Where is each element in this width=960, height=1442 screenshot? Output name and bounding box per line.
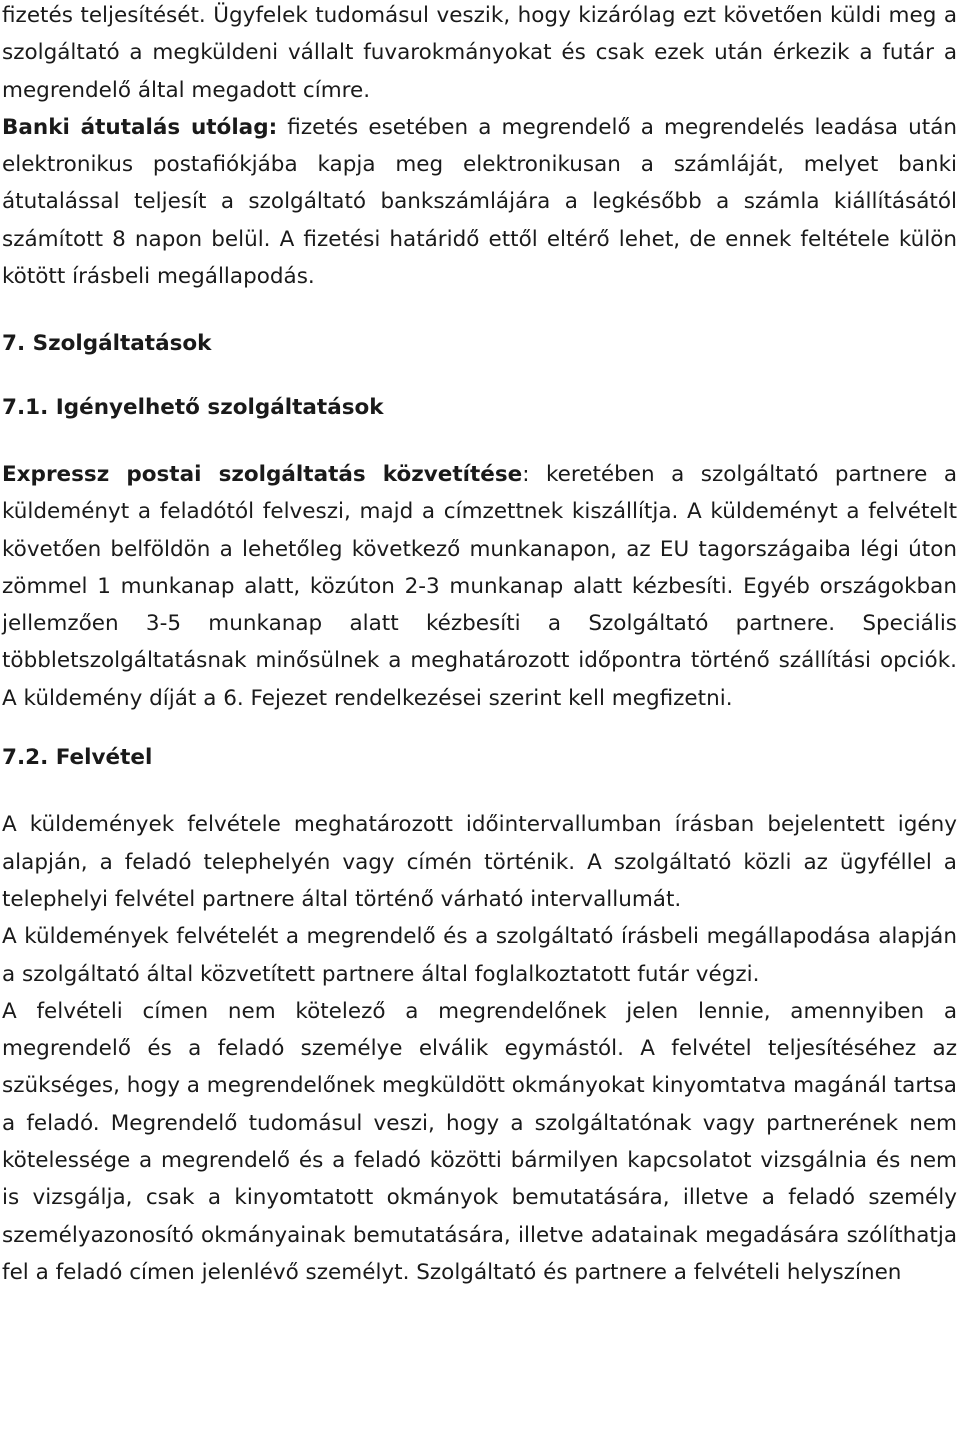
section-heading-7: 7. Szolgáltatások — [2, 331, 212, 357]
paragraph-pickup-1: A küldemények felvétele meghatározott időintervallumban írásban bejelentett igény alapján, a feladó telephelyén vagy címén történik. A szolgáltató közli az ügyféllel a telephelyi felvétel partnere által történő várható intervallumát. — [2, 812, 957, 912]
paragraph-express-service — [2, 456, 957, 717]
express-service-text: : keretében a szolgáltató partnere a küldeményt a feladótól felveszi, majd a címzettnek kiszállítja. A küldeményt a felvételt követően belföldön a lehetőleg következő munkanapon, az EU tagországaiba légi úton zömmel 1 munkanap alatt, közúton 2-3 munkanap alatt kézbesíti. Egyéb országokban jellemzően 3-5 munkanap alatt kézbesíti a Szolgáltató partnere. Speciális többletszolgáltatásnak minősülnek a meghatározott időpontra történő szállítási opciók. A küldemény díját a 6. Fejezet rendelkezései szerint kell megfizetni. — [2, 461, 957, 711]
section-heading-7-1: 7.1. Igényelhető szolgáltatások — [2, 394, 384, 420]
paragraph-bank-transfer — [2, 109, 957, 295]
express-service-term: Expressz postai szolgáltatás közvetítése — [2, 461, 523, 487]
bank-transfer-term: Banki átutalás utólag: — [2, 114, 278, 140]
paragraph-payment-intro: fizetés teljesítését. Ügyfelek tudomásul veszik, hogy kizárólag ezt követően küldi meg a szolgáltató a megküldeni vállalt fuvarokmányokat és csak ezek után érkezik a futár a megrendelő által megadott címre. — [2, 3, 957, 103]
section-heading-7-2: 7.2. Felvétel — [2, 745, 153, 771]
document-page — [2, 0, 957, 1291]
bank-transfer-text: fizetés esetében a megrendelő a megrendelés leadása után elektronikus postafiókjába kapja meg elektronikusan a számláját, melyet banki átutalással teljesít a szolgáltató bankszámlájára a legkésőbb a számla kiállításától számított 8 napon belül. A fizetési határidő ettől eltérő lehet, de ennek feltétele külön kötött írásbeli megállapodás. — [2, 114, 957, 290]
paragraph-pickup-3: A felvételi címen nem kötelező a megrendelőnek jelen lennie, amennyiben a megrendelő és a feladó személye elválik egymástól. A felvétel teljesítéséhez az szükséges, hogy a megrendelőnek megküldött okmányokat kinyomtatva magánál tartsa a feladó. Megrendelő tudomásul veszi, hogy a szolgáltatónak vagy partnerének nem kötelessége a megrendelő és a feladó közötti bármilyen kapcsolatot vizsgálnia és nem is vizsgálja, csak a kinyomtatott okmányok bemutatására, illetve a feladó személy személyazonosító okmányainak bemutatására, illetve adatainak megadására szólíthatja fel a feladó címen jelenlévő személyt. Szolgáltató és partnere a felvételi helyszínen — [2, 998, 957, 1285]
paragraph-pickup-2: A küldemények felvételét a megrendelő és a szolgáltató írásbeli megállapodása alapján a szolgáltató által közvetített partnere által foglalkoztatott futár végzi. — [2, 924, 957, 987]
